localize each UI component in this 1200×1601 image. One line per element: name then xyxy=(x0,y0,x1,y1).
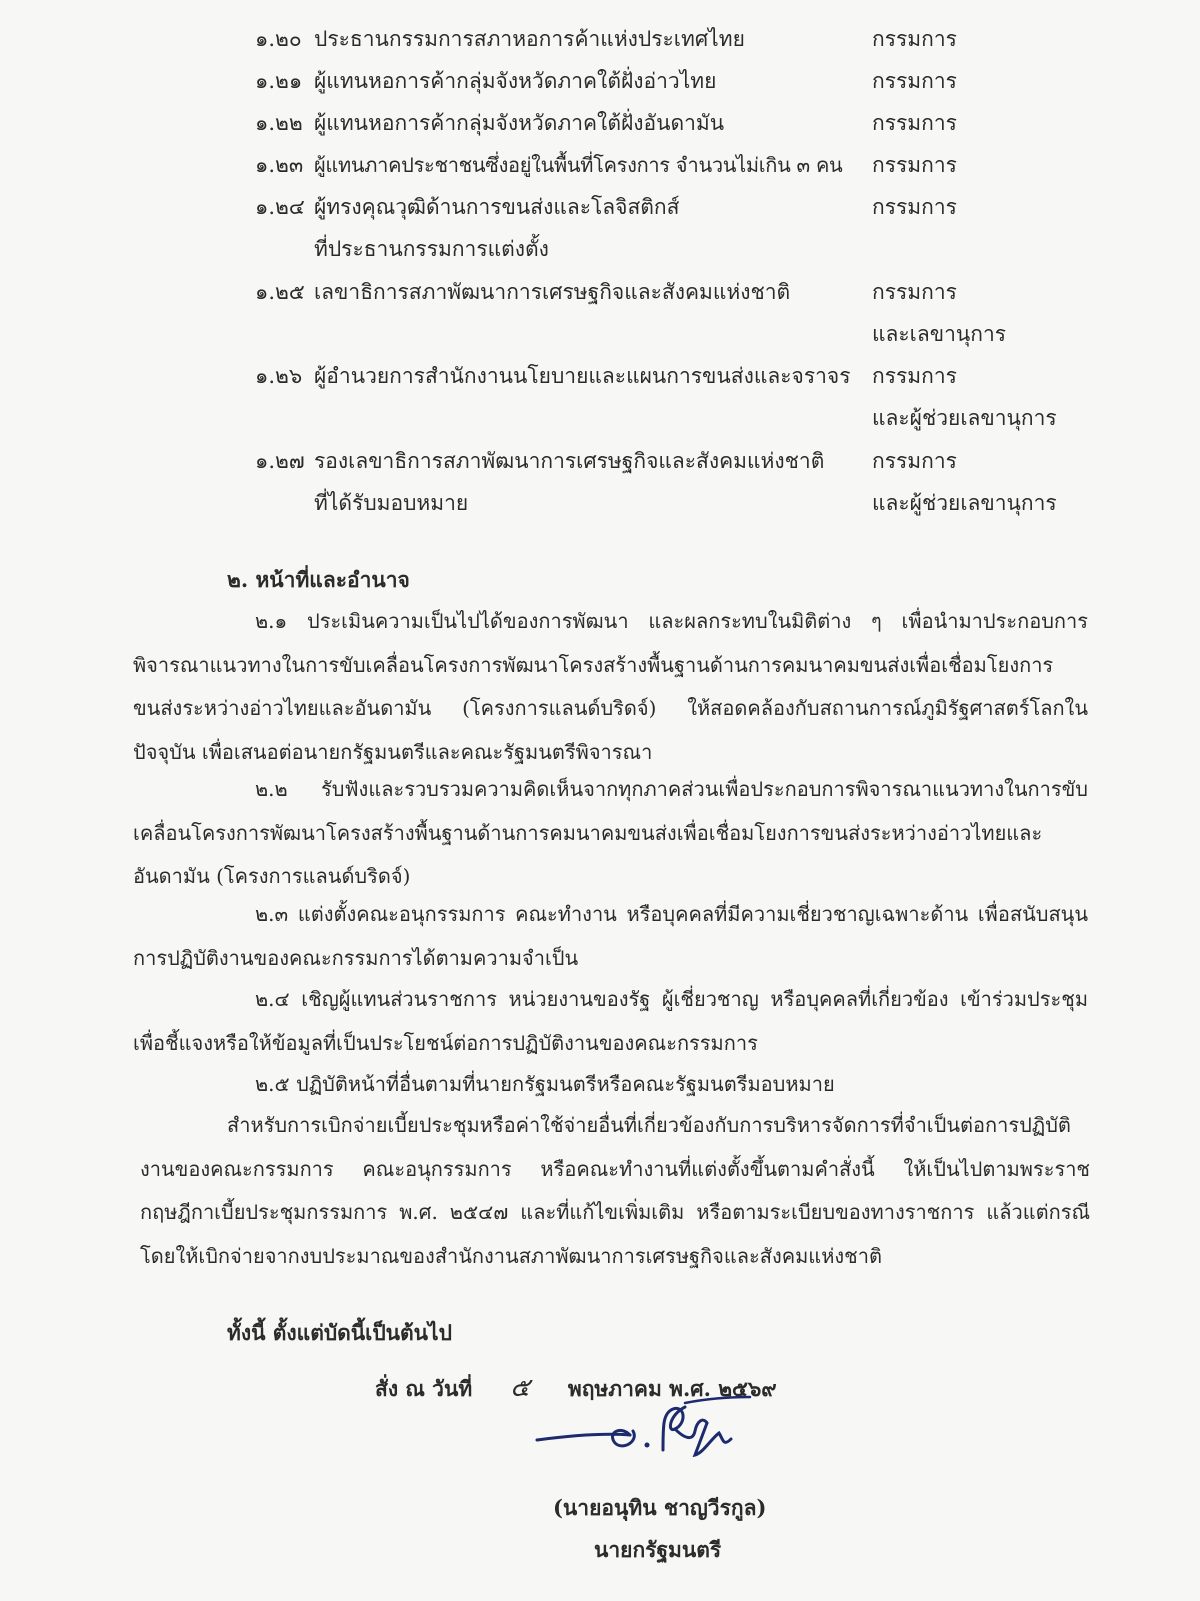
member-role: กรรมการ xyxy=(872,111,957,135)
member-title: ผู้ทรงคุณวุฒิด้านการขนส่งและโลจิสติกส์ xyxy=(314,195,680,219)
effective-clause: ทั้งนี้ ตั้งแต่บัดนี้เป็นต้นไป xyxy=(227,1320,452,1345)
member-role: กรรมการ xyxy=(872,449,957,473)
duty-paragraph: ๒.๑ ประเมินความเป็นไปได้ของการพัฒนา และผลกระทบในมิติต่าง ๆ เพื่อนำมาประกอบการพิจารณาแนวทางในการขับเคลื่อนโครงการพัฒนาโครงสร้างพื้นฐานด้านการคมนาคมขนส่งเพื่อเชื่อมโยงการขนส่งระหว่างอ่าวไทยและอันดามัน (โครงการแลนด์บริดจ์) ให้สอดคล้องกับสถานการณ์ภูมิรัฐศาสตร์โลกในปัจจุบัน เพื่อเสนอต่อนายกรัฐมนตรีและคณะรัฐมนตรีพิจารณา xyxy=(133,609,1088,764)
member-title: รองเลขาธิการสภาพัฒนาการเศรษฐกิจและสังคมแห่งชาติ xyxy=(314,449,825,473)
member-role-line2: และผู้ช่วยเลขานุการ xyxy=(872,491,1057,515)
member-role: กรรมการ xyxy=(872,364,957,388)
member-title-line2: ที่ประธานกรรมการแต่งตั้ง xyxy=(314,237,549,261)
member-number: ๑.๒๕ xyxy=(255,280,305,304)
expense-paragraph: สำหรับการเบิกจ่ายเบี้ยประชุมหรือค่าใช้จ่ายอื่นที่เกี่ยวข้องกับการบริหารจัดการที่จำเป็นต่อการปฏิบัติงานของคณะกรรมการ คณะอนุกรรมการ หรือคณะทำงานที่แต่งตั้งขึ้นตามคำสั่งนี้ ให้เป็นไปตามพระราชกฤษฎีกาเบี้ยประชุมกรรมการ พ.ศ. ๒๕๔๗ และที่แก้ไขเพิ่มเติม หรือตามระเบียบของทางราชการ แล้วแต่กรณี โดยให้เบิกจ่ายจากงบประมาณของสำนักงานสภาพัฒนาการเศรษฐกิจและสังคมแห่งชาติ xyxy=(140,1113,1090,1268)
member-title: ประธานกรรมการสภาหอการค้าแห่งประเทศไทย xyxy=(314,27,745,51)
section-heading: ๒. หน้าที่และอำนาจ xyxy=(227,567,410,592)
member-number: ๑.๒๔ xyxy=(255,195,305,219)
member-title: ผู้อำนวยการสำนักงานนโยบายและแผนการขนส่งและจราจร xyxy=(314,364,851,388)
duty-paragraph: ๒.๕ ปฏิบัติหน้าที่อื่นตามที่นายกรัฐมนตรีหรือคณะรัฐมนตรีมอบหมาย xyxy=(255,1072,835,1096)
member-role: กรรมการ xyxy=(872,195,957,219)
duty-paragraph: ๒.๓ แต่งตั้งคณะอนุกรรมการ คณะทำงาน หรือบุคคลที่มีความเชี่ยวชาญเฉพาะด้าน เพื่อสนับสนุนการปฏิบัติงานของคณะกรรมการได้ตามความจำเป็น xyxy=(133,902,1088,970)
member-role: กรรมการ xyxy=(872,153,957,177)
member-role: กรรมการ xyxy=(872,280,957,304)
order-date-month-year: พฤษภาคม พ.ศ. ๒๕๖๙ xyxy=(567,1376,777,1401)
member-number: ๑.๒๐ xyxy=(255,27,302,51)
member-number: ๑.๒๗ xyxy=(255,449,305,473)
member-number: ๑.๒๓ xyxy=(255,153,304,177)
member-title: ผู้แทนภาคประชาชนซึ่งอยู่ในพื้นที่โครงการ จำนวนไม่เกิน ๓ คน xyxy=(314,153,843,177)
member-title-line2: ที่ได้รับมอบหมาย xyxy=(314,491,469,515)
order-date-day: ๕ xyxy=(510,1373,530,1403)
member-title: ผู้แทนหอการค้ากลุ่มจังหวัดภาคใต้ฝั่งอันดามัน xyxy=(314,111,725,135)
member-role-line2: และผู้ช่วยเลขานุการ xyxy=(872,406,1057,430)
duty-paragraph: ๒.๒ รับฟังและรวบรวมความคิดเห็นจากทุกภาคส่วนเพื่อประกอบการพิจารณาแนวทางในการขับเคลื่อนโครงการพัฒนาโครงสร้างพื้นฐานด้านการคมนาคมขนส่งเพื่อเชื่อมโยงการขนส่งระหว่างอ่าวไทยและอันดามัน (โครงการแลนด์บริดจ์) xyxy=(133,777,1088,888)
member-role: กรรมการ xyxy=(872,69,957,93)
duty-paragraph: ๒.๔ เชิญผู้แทนส่วนราชการ หน่วยงานของรัฐ ผู้เชี่ยวชาญ หรือบุคคลที่เกี่ยวข้อง เข้าร่วมประชุมเพื่อชี้แจงหรือให้ข้อมูลที่เป็นประโยชน์ต่อการปฏิบัติงานของคณะกรรมการ xyxy=(133,987,1088,1055)
member-title: เลขาธิการสภาพัฒนาการเศรษฐกิจและสังคมแห่งชาติ xyxy=(314,280,791,304)
signer-position: นายกรัฐมนตรี xyxy=(594,1537,722,1562)
member-number: ๑.๒๑ xyxy=(255,69,303,93)
member-title: ผู้แทนหอการค้ากลุ่มจังหวัดภาคใต้ฝั่งอ่าวไทย xyxy=(314,69,717,93)
member-number: ๑.๒๖ xyxy=(255,364,303,388)
member-role: กรรมการ xyxy=(872,27,957,51)
member-role-line2: และเลขานุการ xyxy=(872,322,1007,346)
signer-name: (นายอนุทิน ชาญวีรกูล) xyxy=(553,1495,767,1520)
member-number: ๑.๒๒ xyxy=(255,111,303,135)
order-date-prefix: สั่ง ณ วันที่ xyxy=(375,1376,473,1401)
signature xyxy=(535,1395,765,1485)
